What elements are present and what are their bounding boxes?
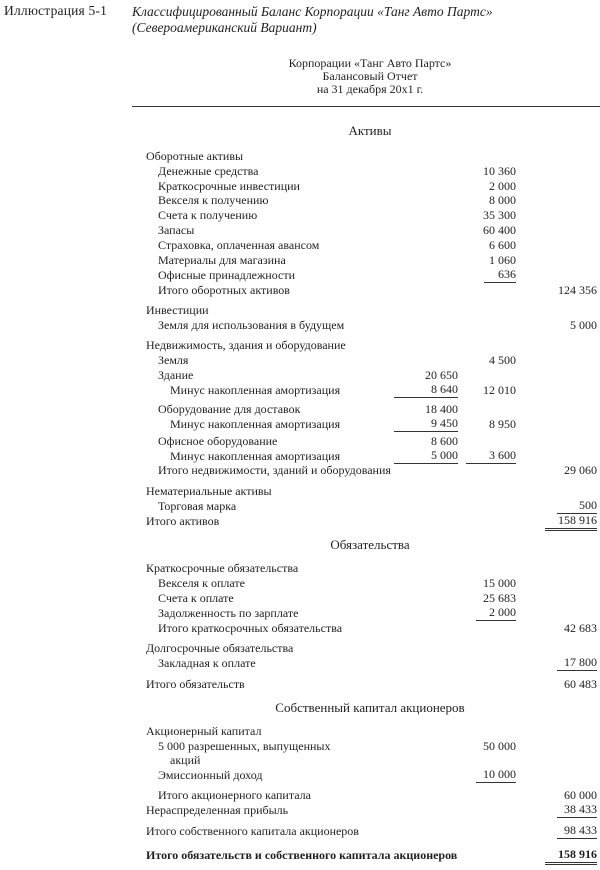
office-equipment-cost: 8 600 xyxy=(431,434,458,448)
total-liabilities-value: 60 483 xyxy=(564,677,597,691)
office-dep-value: 5 000 xyxy=(394,448,458,464)
illustration-title-line-1: Классифицированный Баланс Корпорации «Танг Авто Партс» xyxy=(132,4,493,19)
grand-total-value: 158 916 xyxy=(545,847,597,865)
land-value: 4 500 xyxy=(489,353,516,367)
trademark-label: Торговая марка xyxy=(158,499,237,513)
line-label: Офисные принадлежности xyxy=(158,268,296,282)
line-value: 6 600 xyxy=(489,238,516,252)
share-capital-heading: Акционерный капитал xyxy=(146,724,262,738)
report-name: Балансовый Отчет xyxy=(322,69,418,83)
line-value: 60 400 xyxy=(483,223,516,237)
line-label: Векселя к получению xyxy=(158,193,269,207)
long-term-liabilities-heading: Долгосрочные обязательства xyxy=(146,641,294,655)
total-equity-label: Итого собственного капитала акционеров xyxy=(146,824,359,838)
total-equity-value: 98 433 xyxy=(557,823,597,839)
line-value: 636 xyxy=(484,267,516,283)
line-label: Страховка, оплаченная авансом xyxy=(158,238,320,252)
retained-earnings-label: Нераспределенная прибыль xyxy=(146,803,289,817)
header-rule xyxy=(132,106,600,107)
total-liabilities-label: Итого обязательств xyxy=(146,677,245,691)
section-liabilities: Обязательства xyxy=(330,537,410,552)
total-assets-label: Итого активов xyxy=(146,514,220,528)
delivery-dep-value: 9 450 xyxy=(394,416,458,432)
section-equity: Собственный капитал акционеров xyxy=(275,700,465,715)
office-equipment-label: Офисное оборудование xyxy=(158,434,278,448)
intangibles-heading: Нематериальные активы xyxy=(146,484,272,498)
line-value: 15 000 xyxy=(483,576,516,590)
building-label: Здание xyxy=(158,368,194,382)
company-name: Корпорации «Танг Авто Партс» xyxy=(288,56,452,70)
delivery-dep-label: Минус накопленная амортизация xyxy=(170,417,341,431)
building-net-value: 12 010 xyxy=(483,383,516,397)
section-assets: Активы xyxy=(348,123,392,138)
trademark-value: 500 xyxy=(557,498,597,514)
illustration-label: Иллюстрация 5-1 xyxy=(4,3,108,18)
investments-heading: Инвестиции xyxy=(146,303,209,317)
current-assets-total-value: 124 356 xyxy=(558,283,597,297)
delivery-label: Оборудование для доставок xyxy=(158,402,301,416)
line-value: 25 683 xyxy=(483,591,516,605)
mortgage-value: 17 800 xyxy=(557,655,597,671)
line-value: 1 060 xyxy=(489,253,516,267)
shares-value: 50 000 xyxy=(483,739,516,753)
ppe-total-label: Итого недвижимости, зданий и оборудования xyxy=(158,463,391,477)
office-net-value: 3 600 xyxy=(466,448,516,464)
total-assets-value: 158 916 xyxy=(545,513,597,531)
current-liabilities-total-label: Итого краткосрочных обязательства xyxy=(158,621,343,635)
line-label: Запасы xyxy=(158,223,195,237)
emission-value: 10 000 xyxy=(476,767,516,783)
line-label: Счета к получению xyxy=(158,208,258,222)
current-liabilities-total-value: 42 683 xyxy=(564,621,597,635)
mortgage-label: Закладная к оплате xyxy=(158,656,256,670)
line-label: Задолженность по зарплате xyxy=(158,606,299,620)
line-value: 35 300 xyxy=(483,208,516,222)
retained-earnings-value: 38 433 xyxy=(557,802,597,818)
building-dep-label: Минус накопленная амортизация xyxy=(170,383,341,397)
grand-total-label: Итого обязательств и собственного капитала акционеров xyxy=(146,848,458,862)
line-value: 2 000 xyxy=(489,179,516,193)
illustration-title-line-2: (Североамериканский Вариант) xyxy=(132,20,317,35)
building-dep-value: 8 640 xyxy=(394,382,458,398)
line-value: 8 000 xyxy=(489,193,516,207)
ppe-total-value: 29 060 xyxy=(564,463,597,477)
land-label: Земля xyxy=(158,353,189,367)
line-label: Денежные средства xyxy=(158,164,259,178)
office-dep-label: Минус накопленная амортизация xyxy=(170,449,341,463)
report-date: на 31 декабря 20x1 г. xyxy=(316,82,424,96)
shares-label-line-1: 5 000 разрешенных, выпущенных xyxy=(158,739,331,753)
current-assets-total-label: Итого оборотных активов xyxy=(158,283,290,297)
current-liabilities-heading: Краткосрочные обязательства xyxy=(146,561,299,575)
line-label: Векселя к оплате xyxy=(158,576,245,590)
shares-label-line-2: акций xyxy=(170,753,201,767)
total-share-capital-label: Итого акционерного капитала xyxy=(158,788,311,802)
current-assets-heading: Оборотные активы xyxy=(146,149,244,163)
delivery-net-value: 8 950 xyxy=(489,417,516,431)
line-label: Материалы для магазина xyxy=(158,253,286,267)
investments-item-label: Земля для использования в будущем xyxy=(158,318,345,332)
emission-label: Эмиссионный доход xyxy=(158,768,263,782)
illustration-title xyxy=(132,4,493,36)
building-cost: 20 650 xyxy=(425,368,458,382)
line-label: Счета к оплате xyxy=(158,591,234,605)
delivery-cost: 18 400 xyxy=(425,402,458,416)
line-label: Краткосрочные инвестиции xyxy=(158,179,300,193)
line-value: 2 000 xyxy=(476,605,516,621)
investments-item-value: 5 000 xyxy=(570,318,597,332)
line-value: 10 360 xyxy=(483,164,516,178)
ppe-heading: Недвижимость, здания и оборудование xyxy=(146,338,346,352)
total-share-capital-value: 60 000 xyxy=(564,788,597,802)
